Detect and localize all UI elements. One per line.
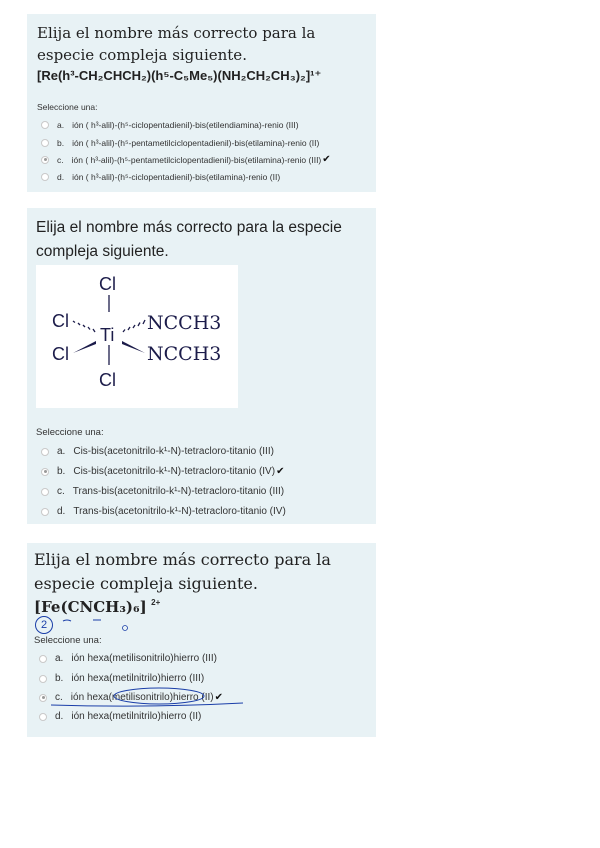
radio-button[interactable] (41, 508, 49, 516)
option-text: ión hexa(metilnitrilo)hierro (II) (71, 711, 202, 722)
option-letter: c. (55, 692, 63, 703)
question-3-select-label: Seleccione una: (34, 635, 102, 646)
checkmark-icon: ✔ (214, 692, 223, 703)
radio-button[interactable] (41, 488, 49, 496)
question-3-formula-row (34, 598, 160, 617)
question-card-3 (27, 543, 376, 737)
atom-ti-center: Ti (100, 325, 115, 345)
question-3-option-b[interactable] (39, 673, 204, 684)
ligand-right-top: NCCH3 (147, 312, 222, 334)
radio-button[interactable] (41, 121, 49, 129)
question-card-1 (27, 14, 376, 192)
handwritten-circled-number (35, 616, 53, 634)
handwritten-highlight-icon (47, 686, 247, 708)
option-letter: b. (55, 673, 64, 684)
radio-button[interactable] (41, 139, 49, 147)
radio-button[interactable] (39, 655, 47, 663)
question-3-formula-charge: 2+ (151, 598, 161, 607)
question-2-option-d[interactable] (41, 506, 286, 517)
atom-cl-left-top: Cl (52, 311, 69, 331)
wedge-right-bottom (122, 341, 145, 353)
option-text: ión hexa(metilisonitrilo)hierro (III) (71, 653, 217, 664)
question-1-option-a[interactable] (41, 120, 299, 130)
question-1-select-label: Seleccione una: (37, 102, 98, 112)
handwritten-scribble-icon (57, 617, 177, 637)
option-letter: d. (57, 172, 65, 182)
question-3-formula: [Fe(CNCH₃)₆] (34, 598, 147, 616)
option-text: ión ( h³-alil)-(h⁵-ciclopentadienil)-bis(etilamina)-renio (II) (72, 172, 281, 182)
question-3-prompt: Elija el nombre más correcto para la especie compleja siguiente. (34, 550, 331, 593)
option-letter: b. (57, 138, 65, 148)
question-1-option-d[interactable] (41, 172, 280, 182)
wedge-left-bottom (73, 341, 96, 353)
radio-button[interactable] (41, 448, 49, 456)
question-card-2 (27, 208, 376, 524)
option-text: ión ( h³-alil)-(h⁵-pentametilciclopentadienil)-bis(etilamina)-renio (II) (72, 138, 320, 148)
atom-cl-left-bottom: Cl (52, 344, 69, 364)
option-letter: d. (57, 506, 66, 517)
option-letter: a. (57, 446, 66, 457)
option-text: ión ( h³-alil)-(h⁵-pentametilciclopentadienil)-bis(etilamina)-renio (III) (71, 154, 322, 165)
radio-button-selected[interactable] (41, 156, 49, 164)
option-letter: a. (57, 120, 65, 130)
radio-button-selected[interactable] (39, 694, 47, 702)
option-letter: d. (55, 711, 64, 722)
option-letter: b. (57, 466, 66, 477)
radio-button[interactable] (39, 675, 47, 683)
atom-cl-bottom: Cl (99, 370, 116, 390)
radio-button[interactable] (41, 173, 49, 181)
option-letter: a. (55, 653, 64, 664)
ticl4-structure-diagram (36, 265, 238, 408)
option-text: Trans-bis(acetonitrilo-k¹-N)-tetracloro-titanio (III) (72, 486, 285, 497)
question-2-option-a[interactable] (41, 446, 274, 457)
option-letter: c. (57, 486, 65, 497)
question-2-option-c[interactable] (41, 486, 284, 497)
ligand-right-bottom: NCCH3 (147, 343, 222, 365)
atom-cl-top: Cl (99, 274, 116, 294)
checkmark-icon: ✔ (322, 154, 331, 165)
option-text: Cis-bis(acetonitrilo-k¹-N)-tetracloro-titanio (III) (73, 446, 274, 457)
option-text: ión hexa(metilnitrilo)hierro (III) (71, 673, 205, 684)
question-2-select-label: Seleccione una: (36, 427, 104, 438)
question-1-prompt: Elija el nombre más correcto para la especie compleja siguiente. (37, 24, 316, 64)
annotation-number: 2 (40, 619, 48, 631)
question-3-option-a[interactable] (39, 653, 217, 664)
question-1-option-c[interactable] (41, 154, 331, 165)
option-text: ión hexa(metilisonitrilo)hierro (II) (70, 692, 214, 703)
radio-button[interactable] (39, 713, 47, 721)
option-text: Trans-bis(acetonitrilo-k¹-N)-tetracloro-titanio (IV) (73, 506, 286, 517)
radio-button-selected[interactable] (41, 468, 49, 476)
structure-image (36, 265, 238, 408)
question-3-option-d[interactable] (39, 711, 201, 722)
option-text: Cis-bis(acetonitrilo-k¹-N)-tetracloro-titanio (IV) (73, 466, 276, 477)
question-1-option-b[interactable] (41, 138, 319, 148)
question-1-formula: [Re(h³-CH₂CHCH₂)(h⁵-C₅Me₅)(NH₂CH₂CH₃)₂]¹⁺ (37, 68, 322, 83)
question-2-prompt: Elija el nombre más correcto para la especie compleja siguiente. (36, 219, 342, 260)
question-2-option-b[interactable] (41, 466, 284, 477)
option-letter: c. (57, 154, 64, 165)
checkmark-icon: ✔ (276, 466, 285, 477)
option-text: ión ( h³-alil)-(h⁵-ciclopentadienil)-bis(etilendiamina)-renio (III) (72, 120, 299, 130)
